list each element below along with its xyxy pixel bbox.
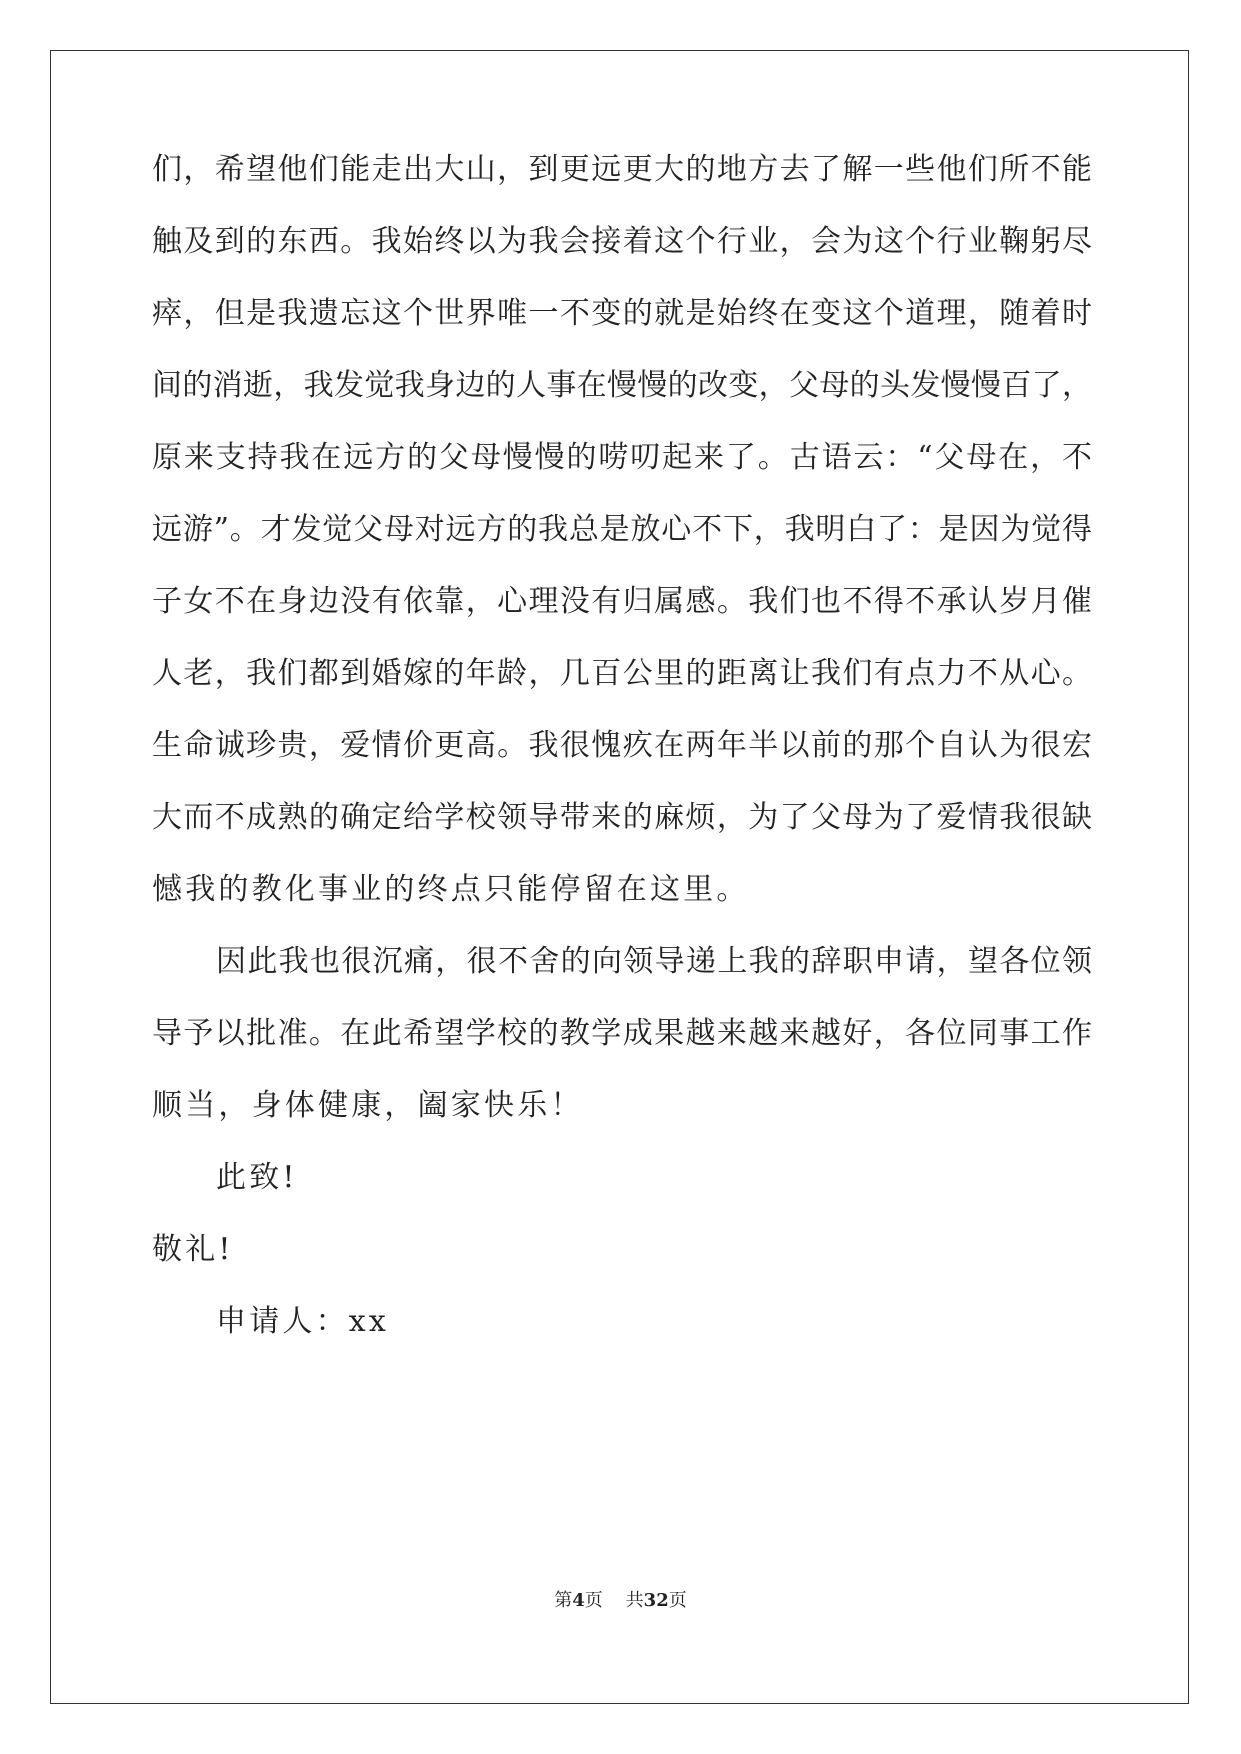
text-line: 子女不在身边没有依靠，心理没有归属感。我们也不得不承认岁月催 [152, 584, 1092, 619]
text-line: 人老，我们都到婚嫁的年龄，几百公里的距离让我们有点力不从心。 [152, 656, 1092, 691]
text-line: 顺当，身体健康，阖家快乐！ [152, 1088, 584, 1123]
footer-total-suffix: 页 [668, 1590, 687, 1611]
footer-page-suffix: 页 [584, 1590, 603, 1611]
page-number: 4 [572, 1590, 585, 1611]
text-line: 触及到的东西。我始终以为我会接着这个行业，会为这个行业鞠躬尽 [152, 224, 1092, 259]
text-line: 生命诚珍贵，爱情价更高。我很愧疚在两年半以前的那个自认为很宏 [152, 728, 1092, 763]
footer-total-prefix: 共 [625, 1590, 644, 1611]
applicant-signature: 申请人：xx [216, 1304, 390, 1339]
total-pages: 32 [643, 1590, 669, 1611]
text-line: 因此我也很沉痛，很不舍的向领导递上我的辞职申请，望各位领 [216, 944, 1092, 979]
text-line: 憾我的教化事业的终点只能停留在这里。 [152, 872, 750, 907]
footer-prefix: 第 [554, 1590, 573, 1611]
text-line: 瘁，但是我遗忘这个世界唯一不变的就是始终在变这个道理，随着时 [152, 296, 1092, 331]
closing-text: 此致! [216, 1160, 298, 1195]
text-line: 大而不成熟的确定给学校领导带来的麻烦，为了父母为了爱情我很缺 [152, 800, 1092, 835]
text-line: 远游”。才发觉父母对远方的我总是放心不下，我明白了：是因为觉得 [152, 512, 1092, 547]
text-line: 原来支持我在远方的父母慢慢的唠叨起来了。古语云：“父母在，不 [152, 440, 1092, 475]
page-footer [0, 1589, 1241, 1613]
text-line: 导予以批准。在此希望学校的教学成果越来越来越好，各位同事工作 [152, 1016, 1092, 1051]
text-line: 间的消逝，我发觉我身边的人事在慢慢的改变，父母的头发慢慢百了， [152, 368, 1092, 403]
salute-text: 敬礼! [152, 1232, 234, 1267]
text-line: 们，希望他们能走出大山，到更远更大的地方去了解一些他们所不能 [152, 152, 1092, 187]
